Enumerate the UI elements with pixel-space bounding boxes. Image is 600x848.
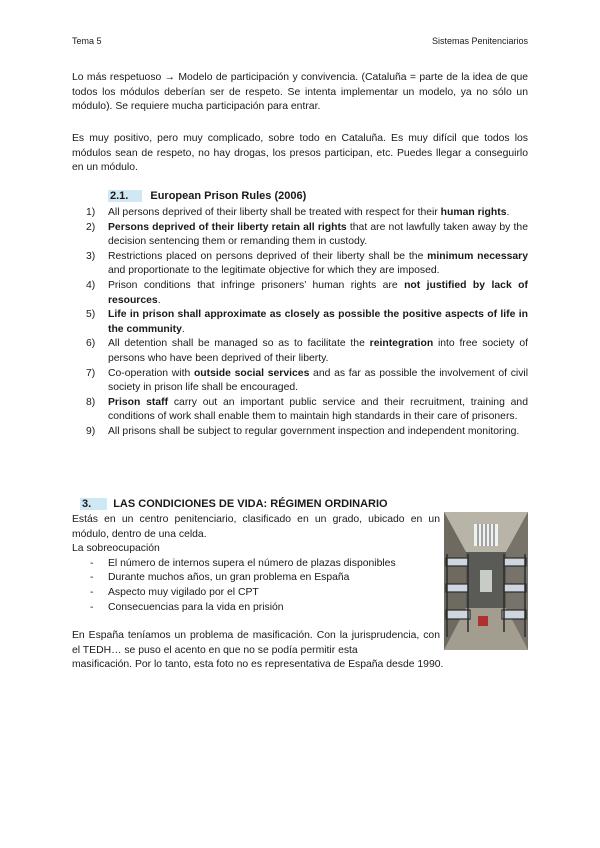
rule-number: 2): [86, 221, 96, 233]
section-number: 2.1.: [108, 190, 142, 202]
rule-item: [72, 221, 528, 250]
bullet-item: [72, 586, 440, 601]
rule-text-part: .: [181, 323, 185, 335]
rule-text-part: All prisons shall be subject to regular government inspection and independent monitoring.: [108, 425, 520, 437]
rule-text-part: carry out an important public service and their recruitment, training and conditions of work shall enable them to maintain high standards in their care of prisoners.: [108, 396, 528, 423]
header-left: Tema 5: [72, 36, 102, 46]
rule-item: [72, 337, 528, 366]
bullet-item: [72, 601, 440, 616]
rule-text-part: and as far as possible the involvement of civil society in prison life shall be encouraged.: [108, 367, 529, 394]
section-title: European Prison Rules (2006): [150, 190, 307, 202]
rule-text-part: Prison conditions that infringe prisoners’ human rights are: [108, 279, 405, 291]
rule-text: [108, 250, 528, 279]
section-3-subheading: La sobreocupación: [72, 543, 160, 555]
bullet-marker: -: [90, 557, 94, 569]
rule-number: 1): [86, 207, 96, 218]
rule-item: [72, 396, 528, 425]
rule-text: [108, 425, 528, 440]
rule-number: 5): [86, 309, 96, 321]
rule-text-part: Restrictions placed on persons deprived of their liberty shall be the: [108, 250, 428, 262]
rule-number: 9): [86, 425, 96, 437]
paragraph-participation-model: Lo más respetuoso → Modelo de participación y convivencia. (Cataluña = parte de la idea de que todos los módulos deberían ser de respeto. Se intenta implementar un modelo, ya no sólo un módulo). Se requiere mucha participación para entrar.: [72, 72, 528, 113]
bullet-text: El número de internos supera el número de plazas disponibles: [108, 557, 396, 569]
bullet-marker: -: [90, 601, 94, 613]
rule-text-part: and proportionate to the legitimate objective for which they are imposed.: [108, 265, 440, 277]
section-3-body: [72, 513, 440, 615]
rule-text: [108, 308, 528, 337]
rule-item: [72, 425, 528, 440]
rule-item: [72, 279, 528, 308]
rule-text-part: into free society of persons who have been deprived of their liberty.: [108, 338, 528, 364]
rule-item: [72, 250, 528, 279]
rule-text-part: All persons deprived of their liberty shall be treated with respect for their: [108, 207, 441, 218]
bullet-item: [72, 571, 440, 586]
rule-number: 3): [86, 250, 96, 262]
rule-emphasis: minimum necessary: [427, 250, 528, 262]
european-prison-rules-list: [72, 206, 528, 440]
rule-number: 4): [86, 279, 96, 291]
rule-text-part: Co-operation with: [108, 367, 194, 379]
rule-text-part: .: [506, 207, 510, 218]
section-3-intro: Estás en un centro penitenciario, clasificado en un grado, ubicado en un módulo, dentro de una celda.: [72, 514, 440, 540]
section-heading-3: [80, 498, 388, 510]
bullet-text: Consecuencias para la vida en prisión: [108, 601, 284, 613]
paragraph-masificacion-end: masificación. Por lo tanto, esta foto no es representativa de España desde 1990.: [72, 659, 444, 670]
paragraph-masificacion: En España teníamos un problema de masificación. Con la jurisprudencia, con el TEDH… se puso el acento en que no se podía permitir esta: [72, 630, 440, 656]
rule-text: [108, 221, 528, 250]
rule-text: [108, 396, 528, 425]
section-heading-2-1: [108, 190, 306, 202]
rule-emphasis: Persons deprived of their liberty retain all rights: [108, 221, 347, 233]
section-title: LAS CONDICIONES DE VIDA: RÉGIMEN ORDINARIO: [113, 498, 388, 510]
rule-number: 6): [86, 338, 96, 350]
bullet-marker: -: [90, 586, 94, 598]
rule-item: [72, 206, 528, 221]
prison-cell-photo: [444, 512, 528, 650]
rule-number: 7): [86, 367, 96, 379]
rule-text: [108, 279, 528, 308]
rule-text: [108, 337, 528, 366]
rule-emphasis: human rights: [440, 207, 507, 218]
rule-emphasis: not justified by lack of resources: [108, 279, 528, 306]
rule-emphasis: outside social services: [193, 367, 310, 379]
paragraph-catalonia: Es muy positivo, pero muy complicado, sobre todo en Cataluña. Es muy difícil que todos los módulos sean de respeto, no hay drogas, los presos participan, etc. Puedes llegar a conseguirlo en un módulo.: [72, 133, 528, 174]
rule-emphasis: reintegration: [369, 338, 434, 350]
bullet-item: [72, 557, 440, 572]
header-right: Sistemas Penitenciarios: [431, 36, 528, 46]
rule-text-part: that are not lawfully taken away by the decision sentencing them or remanding them in custody.: [108, 221, 528, 248]
rule-text-part: .: [157, 294, 161, 306]
overcrowding-bullets: [72, 557, 440, 615]
rule-item: [72, 367, 528, 396]
bullet-marker: -: [90, 572, 94, 584]
rule-emphasis: Prison staff: [108, 396, 169, 408]
rule-number: 8): [86, 396, 96, 408]
rule-text: [108, 206, 528, 221]
rule-emphasis: Life in prison shall approximate as closely as possible the positive aspects of life in the community: [108, 309, 528, 335]
section-number: 3.: [80, 498, 107, 510]
prison-cell-illustration: [444, 512, 528, 650]
rule-text: [108, 367, 528, 396]
rule-text-part: All detention shall be managed so as to facilitate the: [108, 338, 370, 350]
rule-item: [72, 308, 528, 337]
page-header: [72, 36, 528, 46]
bullet-text: Aspecto muy vigilado por el CPT: [108, 586, 259, 598]
bullet-text: Durante muchos años, un gran problema en España: [108, 572, 350, 584]
